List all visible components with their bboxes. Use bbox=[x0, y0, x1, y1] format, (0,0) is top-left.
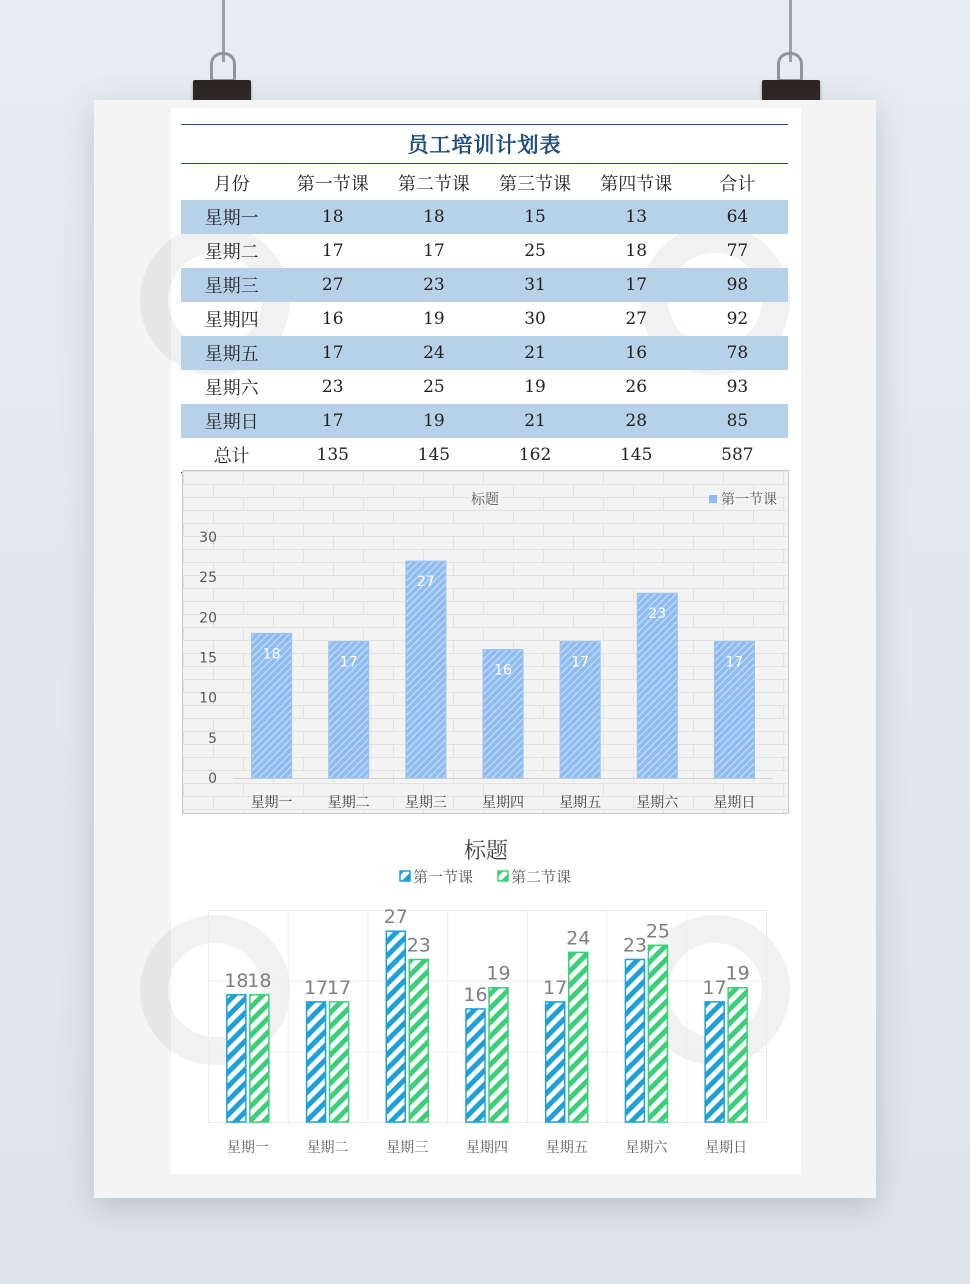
x-tick-label: 星期日 bbox=[705, 1140, 748, 1156]
table-cell: 26 bbox=[625, 377, 648, 397]
column-header: 第一节课 bbox=[296, 174, 369, 195]
legend-label: 第一节课 bbox=[721, 492, 777, 508]
x-tick-label: 星期二 bbox=[327, 795, 370, 811]
row-day: 星期六 bbox=[204, 378, 259, 399]
data-label: 27 bbox=[416, 574, 435, 591]
data-label: 18 bbox=[247, 969, 272, 992]
bar bbox=[227, 995, 246, 1122]
title-rule-top bbox=[181, 124, 788, 125]
table-cell: 27 bbox=[282, 268, 383, 302]
x-tick-label: 星期一 bbox=[250, 795, 293, 811]
data-label: 17 bbox=[543, 976, 568, 999]
bar bbox=[406, 561, 446, 778]
table-cell: 24 bbox=[383, 336, 484, 370]
bar bbox=[648, 945, 667, 1122]
data-label: 18 bbox=[262, 646, 281, 663]
row-total: 93 bbox=[726, 377, 749, 397]
document-title: 员工培训计划表 bbox=[407, 132, 562, 157]
x-tick-label: 星期三 bbox=[404, 795, 447, 811]
x-tick-label: 星期五 bbox=[559, 795, 602, 811]
legend-swatch bbox=[400, 871, 410, 881]
y-tick-label: 0 bbox=[208, 771, 217, 787]
x-tick-label: 星期四 bbox=[482, 795, 524, 811]
bar bbox=[546, 1002, 565, 1122]
table-row bbox=[181, 268, 788, 302]
x-tick-label: 星期六 bbox=[625, 1140, 668, 1156]
data-label: 19 bbox=[486, 962, 511, 985]
row-total: 92 bbox=[726, 309, 749, 329]
data-label: 16 bbox=[463, 983, 488, 1006]
data-label: 17 bbox=[326, 976, 352, 999]
data-label: 24 bbox=[566, 927, 591, 950]
table-cell: 18 bbox=[383, 200, 484, 234]
table-cell: 25 bbox=[423, 377, 445, 397]
bar bbox=[250, 995, 269, 1122]
bar bbox=[705, 1002, 724, 1122]
row-total: 98 bbox=[687, 268, 788, 302]
table-cell: 16 bbox=[321, 309, 344, 329]
column-header: 合计 bbox=[719, 174, 756, 195]
total-label: 总计 bbox=[181, 438, 282, 473]
row-day: 星期日 bbox=[181, 404, 282, 438]
data-label: 17 bbox=[339, 654, 358, 671]
row-day: 星期三 bbox=[181, 268, 282, 302]
row-total: 77 bbox=[726, 241, 749, 261]
y-tick-label: 25 bbox=[199, 570, 217, 587]
chart-first-lesson bbox=[182, 470, 789, 814]
column-header: 第三节课 bbox=[499, 174, 572, 195]
column-header: 第二节课 bbox=[397, 174, 470, 195]
row-total: 85 bbox=[687, 404, 788, 438]
y-tick-label: 20 bbox=[199, 610, 217, 627]
data-label: 17 bbox=[571, 654, 590, 671]
table-row bbox=[181, 200, 788, 234]
table-row bbox=[181, 370, 788, 404]
clip-ring-right bbox=[777, 52, 803, 82]
table-cell: 15 bbox=[484, 200, 585, 234]
data-label: 16 bbox=[494, 662, 512, 679]
x-tick-label: 星期六 bbox=[636, 795, 679, 811]
data-label: 19 bbox=[725, 962, 750, 985]
total-cell: 135 bbox=[282, 438, 383, 473]
title-rule-bottom bbox=[181, 163, 788, 164]
data-label: 18 bbox=[224, 969, 249, 992]
legend-label: 第二节课 bbox=[511, 868, 572, 886]
y-tick-label: 10 bbox=[199, 690, 217, 707]
table-cell: 21 bbox=[484, 404, 585, 438]
bar bbox=[728, 988, 747, 1122]
legend-swatch bbox=[498, 871, 508, 881]
y-tick-label: 15 bbox=[199, 650, 217, 667]
table-cell: 19 bbox=[383, 404, 484, 438]
grand-total: 587 bbox=[687, 438, 788, 473]
table-total-row bbox=[181, 438, 788, 473]
column-header: 月份 bbox=[213, 174, 250, 195]
bar bbox=[569, 952, 588, 1122]
chart-title: 标题 bbox=[463, 839, 509, 864]
x-tick-label: 星期三 bbox=[386, 1140, 429, 1156]
table-cell: 28 bbox=[586, 404, 687, 438]
x-tick-label: 星期日 bbox=[713, 795, 756, 811]
data-label: 17 bbox=[702, 976, 727, 999]
data-label: 23 bbox=[648, 606, 667, 623]
data-label: 17 bbox=[725, 654, 744, 671]
data-label: 23 bbox=[622, 934, 648, 957]
table-cell: 25 bbox=[524, 241, 546, 261]
x-tick-label: 星期五 bbox=[545, 1140, 588, 1156]
data-label: 23 bbox=[406, 934, 431, 957]
total-cell: 145 bbox=[586, 438, 687, 473]
clip-ring-left bbox=[210, 52, 236, 82]
data-label: 17 bbox=[303, 976, 329, 999]
column-header: 第四节课 bbox=[600, 174, 673, 195]
table-row bbox=[181, 234, 788, 268]
training-plan-table bbox=[181, 166, 788, 473]
table-header-row bbox=[181, 166, 788, 200]
table-cell: 17 bbox=[282, 404, 383, 438]
table-cell: 23 bbox=[383, 268, 484, 302]
legend-label: 第一节课 bbox=[413, 868, 474, 886]
chart-first-second-lesson-svg bbox=[184, 830, 784, 1160]
y-tick-label: 30 bbox=[199, 530, 217, 546]
y-tick-label: 5 bbox=[208, 730, 217, 747]
row-day: 星期五 bbox=[181, 336, 282, 370]
bar bbox=[466, 1009, 485, 1122]
row-day: 星期四 bbox=[204, 310, 259, 331]
chart-first-second-lesson bbox=[184, 830, 784, 1160]
row-day: 星期一 bbox=[181, 200, 282, 234]
table-cell: 13 bbox=[586, 200, 687, 234]
x-tick-label: 星期一 bbox=[226, 1140, 269, 1156]
table-cell: 23 bbox=[321, 377, 344, 397]
table-cell: 31 bbox=[484, 268, 585, 302]
x-tick-label: 星期二 bbox=[306, 1140, 349, 1156]
total-cell: 162 bbox=[484, 438, 585, 473]
data-label: 27 bbox=[383, 906, 408, 929]
x-tick-label: 星期四 bbox=[466, 1140, 508, 1156]
bar bbox=[386, 931, 405, 1122]
table-row bbox=[181, 336, 788, 370]
bar bbox=[409, 959, 428, 1122]
table-cell: 30 bbox=[524, 309, 546, 329]
chart-first-lesson-svg bbox=[183, 471, 788, 813]
table-cell: 18 bbox=[625, 241, 648, 261]
legend-swatch bbox=[709, 495, 717, 503]
row-total: 78 bbox=[687, 336, 788, 370]
table-cell: 17 bbox=[282, 336, 383, 370]
table-cell: 18 bbox=[282, 200, 383, 234]
total-cell: 145 bbox=[383, 438, 484, 473]
bar bbox=[489, 988, 508, 1122]
row-total: 64 bbox=[687, 200, 788, 234]
table-cell: 17 bbox=[423, 241, 445, 261]
table-cell: 21 bbox=[484, 336, 585, 370]
table-cell: 17 bbox=[321, 241, 344, 261]
table-cell: 17 bbox=[586, 268, 687, 302]
table-row bbox=[181, 404, 788, 438]
bar bbox=[330, 1002, 349, 1122]
bar bbox=[307, 1002, 326, 1122]
table-cell: 19 bbox=[423, 309, 445, 329]
table-cell: 16 bbox=[586, 336, 687, 370]
data-label: 25 bbox=[645, 920, 671, 943]
table-cell: 19 bbox=[524, 377, 546, 397]
table-row bbox=[181, 302, 788, 336]
bar bbox=[625, 959, 644, 1122]
row-day: 星期二 bbox=[204, 242, 259, 263]
table-cell: 27 bbox=[625, 309, 648, 329]
chart-title: 标题 bbox=[471, 492, 499, 508]
